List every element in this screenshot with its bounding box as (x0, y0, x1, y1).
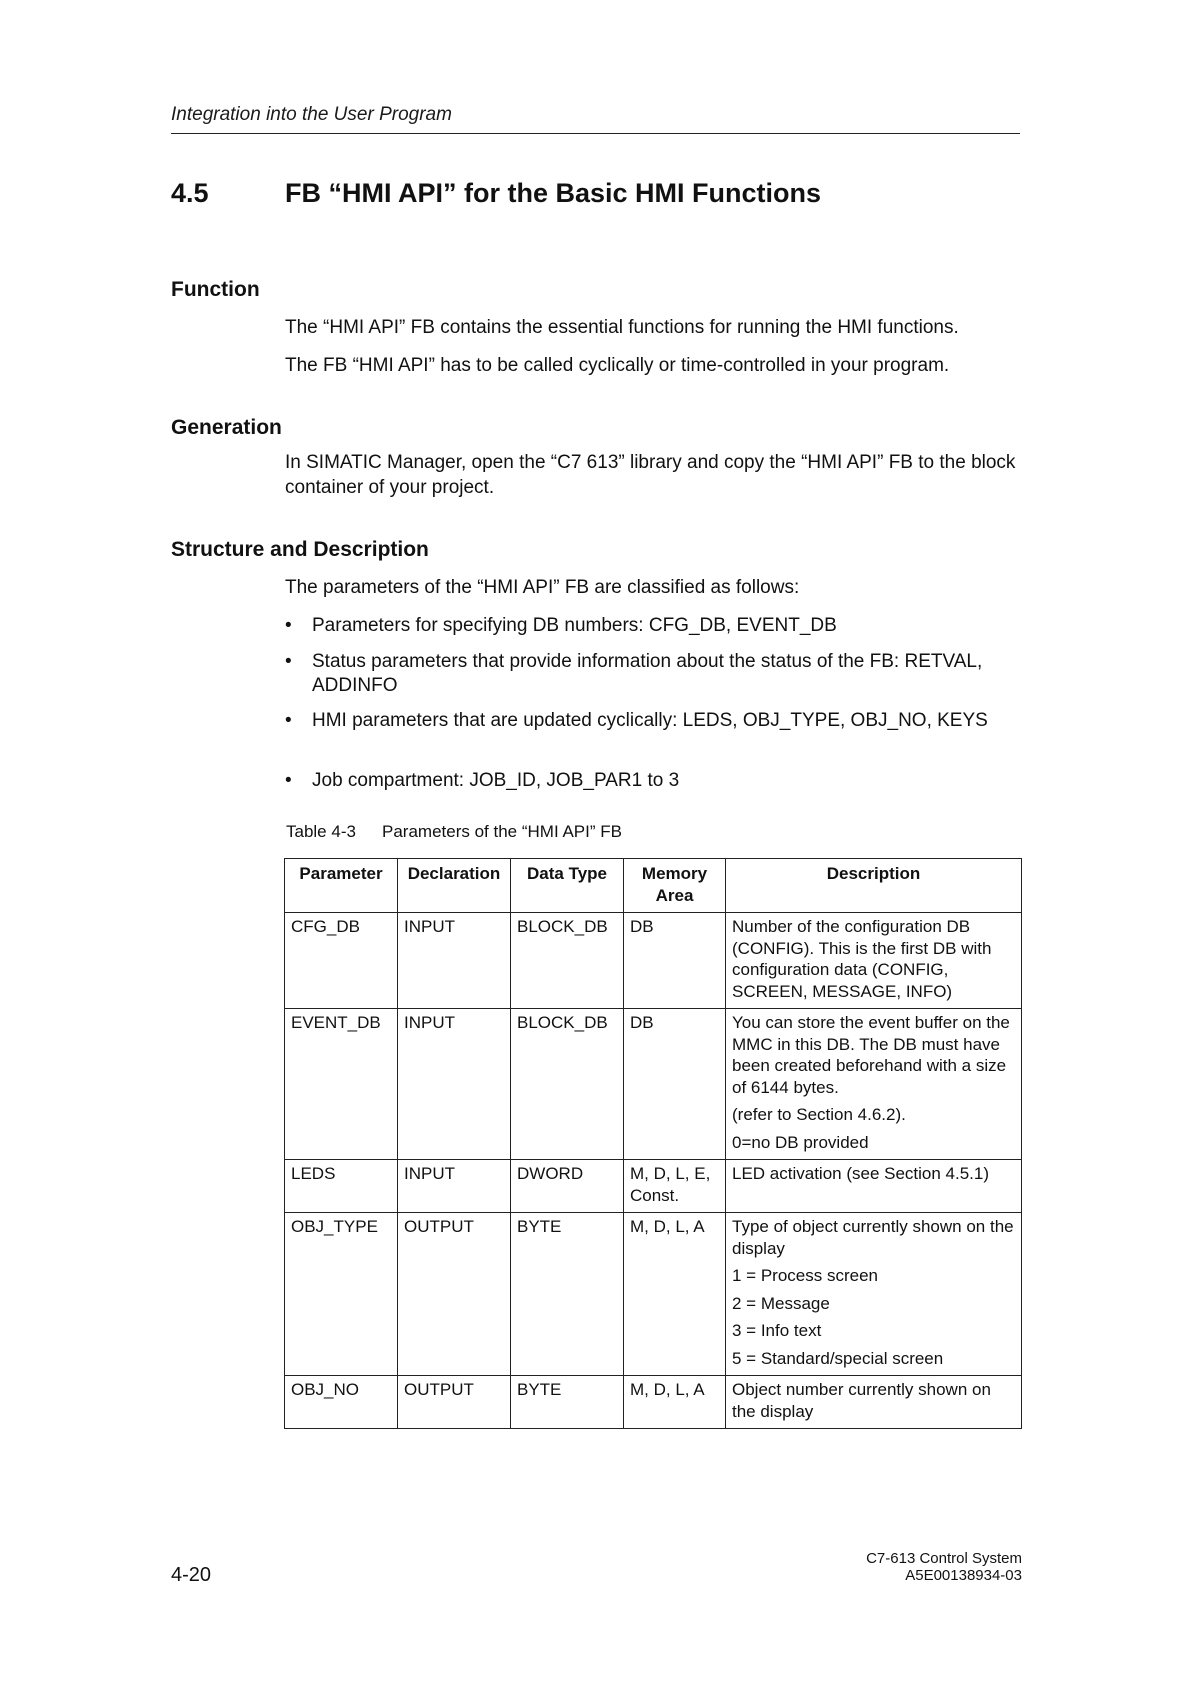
table-row (285, 1213, 1022, 1376)
list-item (285, 709, 1020, 733)
list-item-text: Job compartment: JOB_ID, JOB_PAR1 to 3 (312, 770, 680, 791)
footer-doc-number: A5E00138934-03 (905, 1567, 1022, 1584)
section-number: 4.5 (171, 178, 209, 208)
list-item-text: Status parameters that provide information about the status of the FB: RETVAL, ADDINFO (312, 651, 983, 696)
table-row (285, 1376, 1022, 1429)
description-text: 1 = Process screen (732, 1266, 878, 1285)
running-header: Integration into the User Program (171, 104, 452, 125)
bullet-glyph: • (285, 651, 292, 672)
header-data-type: Data Type (511, 859, 624, 913)
section-title-text: FB “HMI API” for the Basic HMI Functions (285, 178, 822, 208)
description-text: LED activation (see Section 4.5.1) (732, 1164, 990, 1183)
cell-data-type: BYTE (511, 1376, 624, 1429)
cell-description (726, 1376, 1022, 1429)
function-paragraph-1: The “HMI API” FB contains the essential functions for running the HMI functions. (285, 317, 959, 338)
cell-parameter: EVENT_DB (285, 1009, 398, 1160)
cell-parameter: CFG_DB (285, 913, 398, 1009)
cell-description (726, 1213, 1022, 1376)
generation-paragraph: In SIMATIC Manager, open the “C7 613” library and copy the “HMI API” FB to the block container of your project. (285, 452, 1016, 498)
list-item (285, 614, 1020, 638)
table-caption-label: Table 4-3 (286, 822, 356, 841)
generation-heading: Generation (171, 416, 282, 439)
description-text: 3 = Info text (732, 1321, 822, 1340)
footer-doc-info (866, 1550, 1022, 1584)
cell-declaration: INPUT (398, 1009, 511, 1160)
cell-declaration: INPUT (398, 913, 511, 1009)
list-item-text: HMI parameters that are updated cyclically: LEDS, OBJ_TYPE, OBJ_NO, KEYS (312, 710, 988, 731)
list-item (285, 650, 1020, 698)
cell-declaration: OUTPUT (398, 1376, 511, 1429)
cell-declaration: INPUT (398, 1160, 511, 1213)
cell-data-type: BLOCK_DB (511, 1009, 624, 1160)
cell-parameter: OBJ_NO (285, 1376, 398, 1429)
table-row (285, 1160, 1022, 1213)
description-text: Number of the configuration DB (CONFIG). This is the first DB with configuration data (CONFIG, SCREEN, MESSAGE, INFO) (732, 917, 992, 1001)
cell-memory-area: DB (624, 1009, 726, 1160)
function-paragraph-2: The FB “HMI API” has to be called cyclically or time-controlled in your program. (285, 355, 950, 376)
cell-description (726, 1009, 1022, 1160)
bullet-glyph: • (285, 770, 292, 791)
cell-memory-area: M, D, L, A (624, 1376, 726, 1429)
structure-intro: The parameters of the “HMI API” FB are classified as follows: (285, 577, 800, 598)
header-memory-area: Memory Area (624, 859, 726, 913)
cell-description (726, 1160, 1022, 1213)
cell-description (726, 913, 1022, 1009)
parameters-table (284, 858, 1022, 1429)
list-item (285, 769, 1020, 793)
cell-memory-area: M, D, L, A (624, 1213, 726, 1376)
table-row (285, 1009, 1022, 1160)
description-text: (refer to Section 4.6.2). (732, 1105, 906, 1124)
cell-parameter: OBJ_TYPE (285, 1213, 398, 1376)
header-declaration: Declaration (398, 859, 511, 913)
footer-product: C7-613 Control System (866, 1550, 1022, 1567)
header-description: Description (726, 859, 1022, 913)
function-heading: Function (171, 278, 260, 301)
table-caption (286, 822, 622, 842)
description-text: 5 = Standard/special screen (732, 1348, 944, 1368)
cell-data-type: BLOCK_DB (511, 913, 624, 1009)
cell-data-type: DWORD (511, 1160, 624, 1213)
cell-data-type: BYTE (511, 1213, 624, 1376)
header-parameter: Parameter (285, 859, 398, 913)
description-text: 0=no DB provided (732, 1132, 869, 1152)
table-caption-text: Parameters of the “HMI API” FB (382, 822, 622, 841)
bullet-glyph: • (285, 710, 292, 731)
structure-heading: Structure and Description (171, 538, 429, 561)
description-text: You can store the event buffer on the MMC in this DB. The DB must have been created beforehand with a size of 6144 bytes. (732, 1013, 1010, 1097)
description-text: Type of object currently shown on the display (732, 1217, 1014, 1258)
table-row (285, 913, 1022, 1009)
description-text: 2 = Message (732, 1293, 830, 1313)
bullet-glyph: • (285, 615, 292, 636)
header-rule (171, 133, 1020, 134)
cell-memory-area: DB (624, 913, 726, 1009)
table-header-row (285, 859, 1022, 913)
description-text: Object number currently shown on the display (732, 1380, 991, 1421)
cell-declaration: OUTPUT (398, 1213, 511, 1376)
list-item-text: Parameters for specifying DB numbers: CFG_DB, EVENT_DB (312, 615, 837, 636)
cell-parameter: LEDS (285, 1160, 398, 1213)
page-number: 4-20 (171, 1564, 212, 1586)
cell-memory-area: M, D, L, E, Const. (624, 1160, 726, 1213)
